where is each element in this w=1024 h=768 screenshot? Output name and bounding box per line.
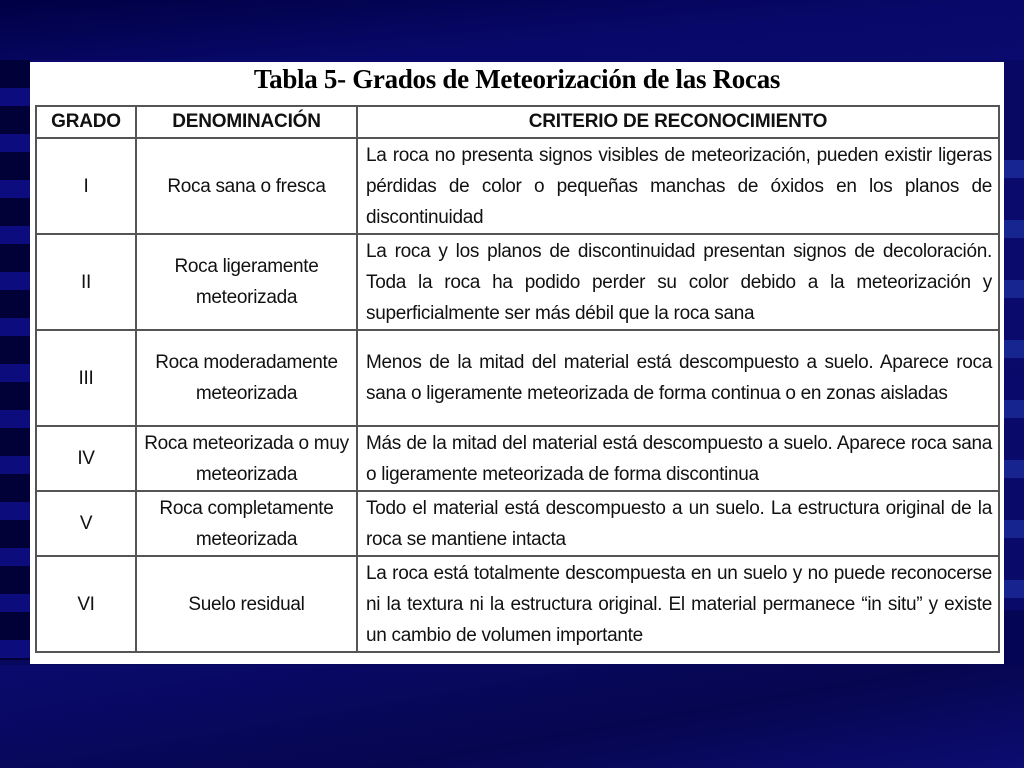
table-row [36,138,999,234]
cell-name: Roca moderadamente meteorizada [136,330,357,426]
cell-name: Roca meteorizada o muy meteorizada [136,426,357,491]
cell-grade: VI [36,556,136,652]
cell-name: Roca sana o fresca [136,138,357,234]
slide-content [30,62,1004,664]
table-row [36,491,999,556]
cell-criterion: La roca no presenta signos visibles de meteorización, pueden existir ligeras pérdidas de color o pequeñas manchas de óxidos en los planos de discontinuidad [357,138,999,234]
table-row [36,556,999,652]
header-grade: GRADO [36,106,136,138]
cell-criterion: Menos de la mitad del material está descompuesto a suelo. Aparece roca sana o ligeramente meteorizada de forma continua o en zonas aisladas [357,330,999,426]
weathering-grades-table [35,105,1000,653]
cell-grade: II [36,234,136,330]
background-left-stripes [0,60,30,660]
header-criterion: CRITERIO DE RECONOCIMIENTO [357,106,999,138]
table-row [36,426,999,491]
cell-grade: V [36,491,136,556]
cell-name: Suelo residual [136,556,357,652]
background-bottom-band [0,665,1024,768]
cell-criterion: Todo el material está descompuesto a un suelo. La estructura original de la roca se mantiene intacta [357,491,999,556]
cell-name: Roca completamente meteorizada [136,491,357,556]
background-top-band [0,0,1024,60]
cell-grade: IV [36,426,136,491]
cell-criterion: Más de la mitad del material está descompuesto a suelo. Aparece roca sana o ligeramente meteorizada de forma discontinua [357,426,999,491]
cell-criterion: La roca está totalmente descompuesta en un suelo y no puede reconocerse ni la textura ni la estructura original. El material permanece “in situ” y existe un cambio de volumen importante [357,556,999,652]
table-header-row [36,106,999,138]
table-row [36,234,999,330]
cell-grade: I [36,138,136,234]
cell-criterion: La roca y los planos de discontinuidad presentan signos de decoloración. Toda la roca ha podido perder su color debido a la meteorización y superficialmente ser más débil que la roca sana [357,234,999,330]
table-row [36,330,999,426]
header-name: DENOMINACIÓN [136,106,357,138]
table-title: Tabla 5- Grados de Meteorización de las Rocas [253,64,781,94]
cell-name: Roca ligeramente meteorizada [136,234,357,330]
cell-grade: III [36,330,136,426]
